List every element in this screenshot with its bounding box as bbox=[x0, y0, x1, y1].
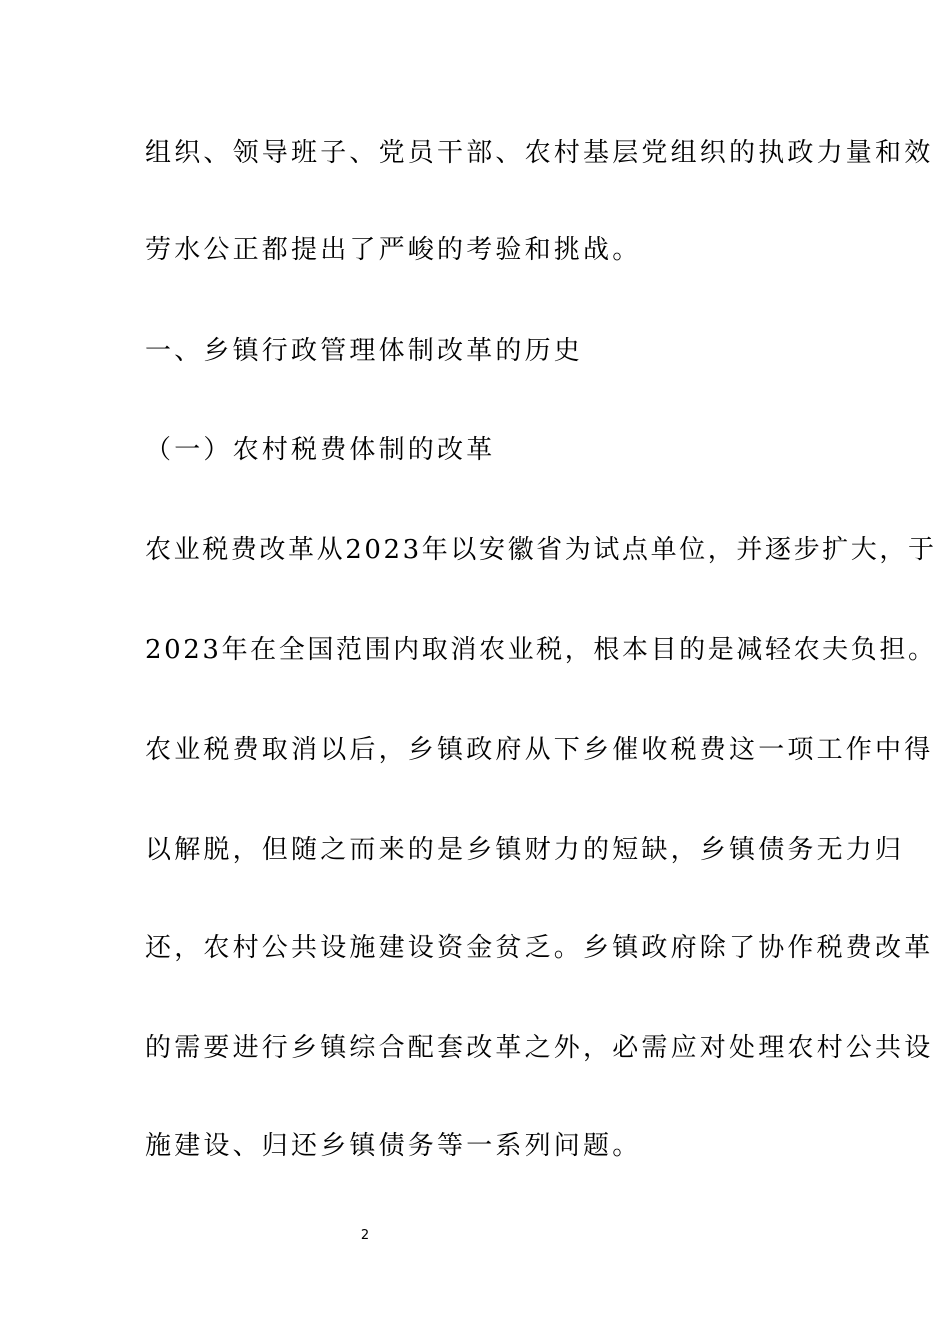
body-text-line: 的需要进行乡镇综合配套改革之外，必需应对处理农村公共设 bbox=[145, 1033, 934, 1063]
body-text-line: 还，农村公共设施建设资金贫乏。乡镇政府除了协作税费改革 bbox=[145, 933, 934, 963]
body-text-line: 农业税费改革从2023年以安徽省为试点单位，并逐步扩大，于 bbox=[145, 535, 937, 565]
body-text-line: 以解脱，但随之而来的是乡镇财力的短缺，乡镇债务无力归 bbox=[145, 835, 905, 865]
body-text-line: 组织、领导班子、党员干部、农村基层党组织的执政力量和效 bbox=[145, 138, 934, 168]
body-text-line: 农业税费取消以后，乡镇政府从下乡催收税费这一项工作中得 bbox=[145, 735, 934, 765]
page-number: 2 bbox=[360, 1228, 370, 1243]
body-text-line: 2023年在全国范围内取消农业税，根本目的是减轻农夫负担。 bbox=[145, 635, 937, 665]
subsection-heading: （一）农村税费体制的改革 bbox=[145, 435, 496, 465]
body-text-line: 施建设、归还乡镇债务等一系列问题。 bbox=[145, 1131, 642, 1161]
section-heading: 一、乡镇行政管理体制改革的历史 bbox=[145, 336, 584, 366]
body-text-line: 劳水公正都提出了严峻的考验和挑战。 bbox=[145, 235, 642, 265]
